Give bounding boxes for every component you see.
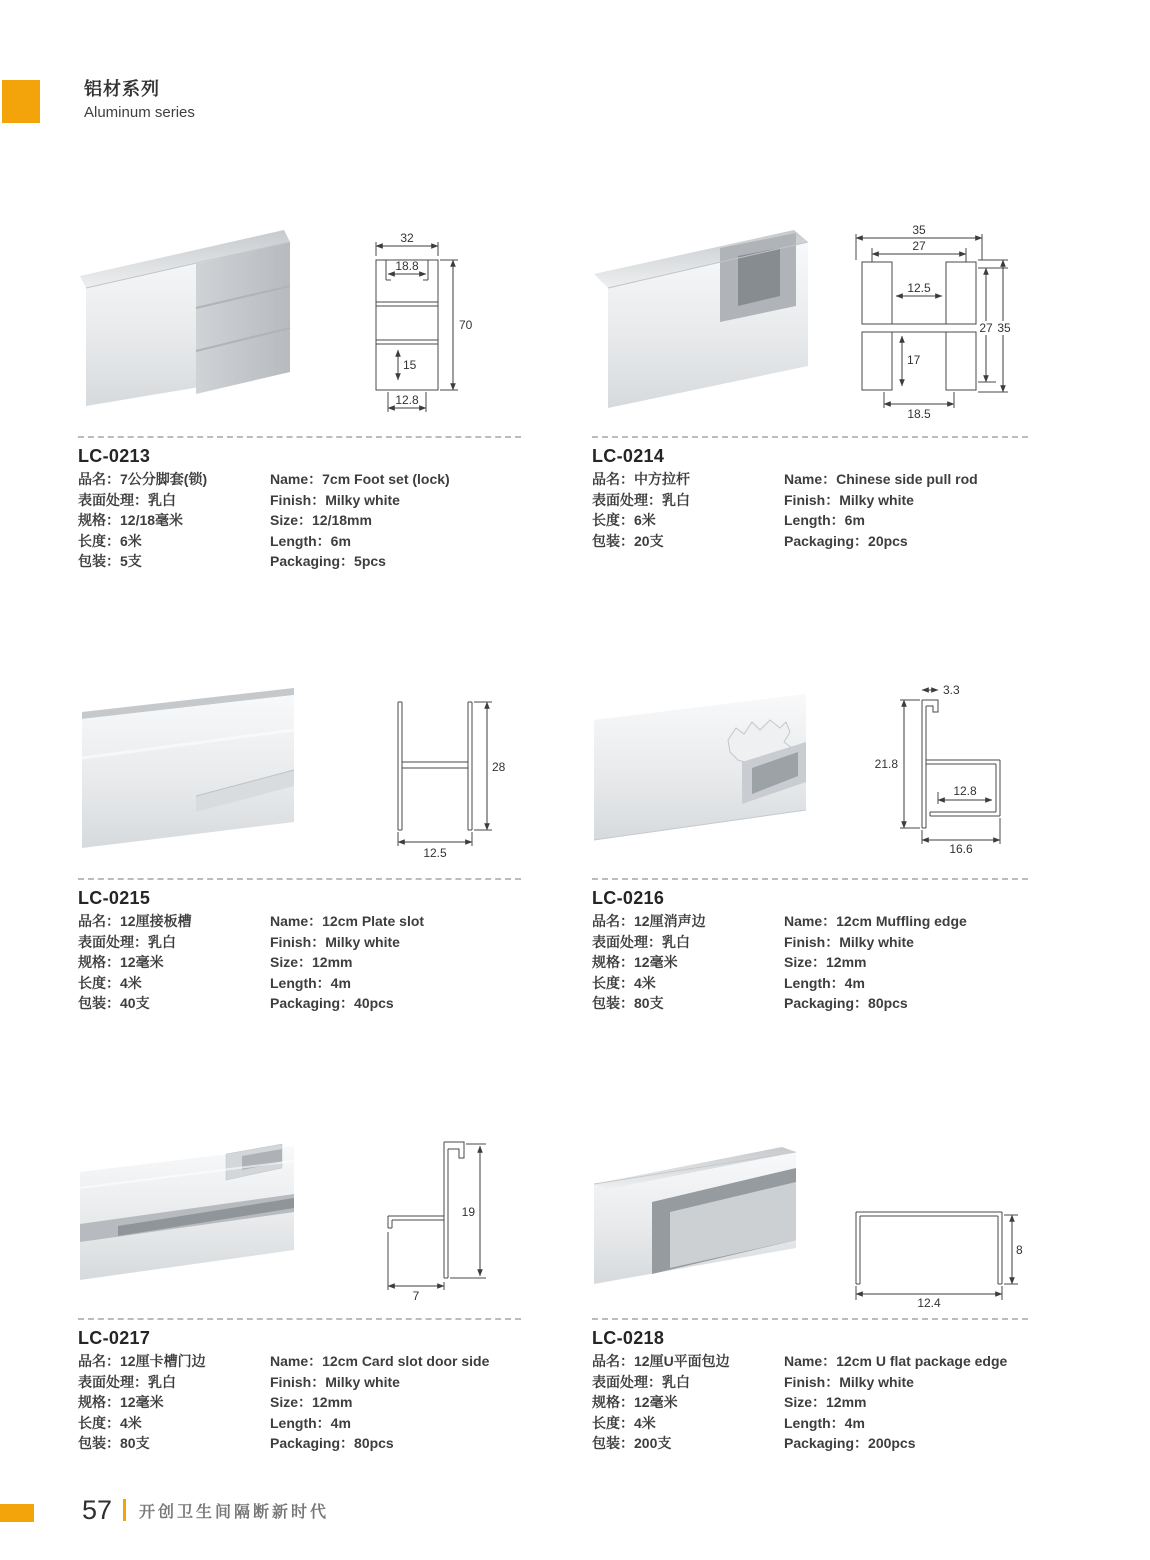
product-media (78, 210, 521, 436)
spec-en: Packaging：80pcs (784, 995, 908, 1011)
product-photo (78, 1128, 314, 1290)
dimension-label: 12.8 (953, 784, 977, 798)
spec-table (78, 469, 521, 572)
spec-row (78, 1351, 521, 1372)
product-photo (78, 678, 314, 850)
spec-row (78, 1392, 521, 1413)
dimension-label: 35 (912, 223, 926, 237)
spec-zh: 包装：20支 (592, 532, 664, 549)
product-card (592, 210, 1028, 551)
spec-table (78, 911, 521, 1014)
spec-en: Finish：Milky white (270, 491, 400, 508)
aluminum-rail-photo (594, 1147, 796, 1284)
spec-row (592, 911, 1028, 932)
spec-zh: 包装：80支 (592, 995, 664, 1011)
spec-row (78, 1372, 521, 1393)
technical-drawing (378, 690, 508, 865)
footer-page-number: 57 (82, 1494, 113, 1525)
product-photo (592, 218, 824, 410)
technical-drawing (848, 222, 1013, 425)
technical-drawing (362, 228, 487, 423)
spec-zh: 表面处理：乳白 (78, 491, 176, 508)
product-photo (592, 1128, 830, 1286)
spec-zh: 长度：4米 (592, 974, 656, 991)
spec-en: Name：12cm Card slot door side (270, 1353, 490, 1369)
dimension-label: 35 (997, 321, 1011, 335)
spec-table (592, 1351, 1028, 1454)
spec-en: Size：12mm (270, 1394, 353, 1410)
spec-zh: 表面处理：乳白 (592, 933, 690, 950)
spec-row (592, 1433, 1028, 1454)
spec-row (592, 993, 1028, 1014)
aluminum-rail-photo (594, 694, 806, 840)
dimension-label: 12.5 (907, 281, 931, 295)
spec-row (592, 1351, 1028, 1372)
spec-table (592, 469, 1028, 551)
spec-zh: 包装：200支 (592, 1435, 672, 1451)
spec-en: Name：Chinese side pull rod (784, 471, 978, 487)
spec-zh: 包装：40支 (78, 995, 150, 1011)
spec-zh: 规格：12毫米 (592, 954, 678, 970)
spec-row (78, 932, 521, 953)
dimension-label: 16.6 (949, 842, 973, 854)
footer-divider (123, 1499, 126, 1521)
spec-en: Length：4m (270, 974, 351, 991)
dimension-label: 7 (412, 1289, 420, 1302)
aluminum-rail-photo (80, 1144, 294, 1280)
dimension-lines (856, 1215, 1018, 1300)
separator (78, 878, 521, 880)
dimension-label: 15 (403, 358, 417, 372)
spec-zh: 表面处理：乳白 (592, 1373, 690, 1390)
spec-row (78, 911, 521, 932)
profile-outline (856, 1212, 1002, 1284)
technical-drawing (372, 1128, 502, 1307)
spec-row (592, 531, 1028, 552)
product-media (592, 652, 1028, 878)
spec-zh: 品名：12厘U平面包边 (592, 1353, 730, 1369)
spec-zh: 长度：4米 (78, 974, 142, 991)
spec-zh: 品名：12厘接板槽 (78, 913, 192, 929)
spec-en: Finish：Milky white (270, 1373, 400, 1390)
spec-zh: 规格：12/18毫米 (78, 512, 184, 528)
page-footer (82, 1494, 329, 1526)
page-header (84, 76, 195, 123)
product-code: LC-0213 (78, 446, 151, 466)
spec-row (592, 1413, 1028, 1434)
dimension-label: 12.5 (423, 846, 447, 860)
separator (78, 436, 521, 438)
product-code: LC-0214 (592, 446, 665, 466)
profile-outline (922, 700, 1000, 828)
footer-slogan: 开创卫生间隔断新时代 (139, 1503, 330, 1521)
spec-zh: 品名：7公分脚套(锁) (78, 471, 208, 487)
spec-zh: 品名：12厘消声边 (592, 913, 706, 929)
spec-zh: 包装：5支 (78, 553, 142, 569)
spec-en: Size：12mm (784, 954, 867, 970)
product-photo (78, 216, 313, 412)
series-title-en: Aluminum series (84, 104, 195, 121)
spec-en: Packaging：20pcs (784, 532, 908, 549)
dimension-label: 19 (461, 1205, 475, 1219)
spec-en: Finish：Milky white (784, 933, 914, 950)
dimension-label: 21.8 (874, 757, 898, 771)
spec-en: Finish：Milky white (784, 491, 914, 508)
spec-zh: 表面处理：乳白 (78, 1373, 176, 1390)
dimension-label: 3.3 (943, 683, 960, 697)
dimension-label: 18.8 (395, 259, 419, 273)
spec-row (592, 1372, 1028, 1393)
product-card (592, 1092, 1028, 1454)
spec-row (78, 510, 521, 531)
spec-row (78, 531, 521, 552)
dimension-label: 18.5 (907, 407, 931, 420)
dimension-label: 12.4 (917, 1296, 941, 1308)
footer-accent-bar (0, 1504, 34, 1522)
spec-row (78, 1413, 521, 1434)
technical-drawing (864, 682, 1014, 859)
product-code: LC-0217 (78, 1328, 151, 1348)
spec-en: Length：6m (270, 532, 351, 549)
dimension-lines (398, 702, 492, 846)
spec-zh: 规格：12毫米 (78, 1394, 164, 1410)
spec-row (78, 551, 521, 572)
spec-zh: 品名：12厘卡槽门边 (78, 1353, 206, 1369)
spec-en: Name：12cm Plate slot (270, 913, 425, 929)
dimension-label: 8 (1016, 1243, 1023, 1257)
aluminum-rail-photo (594, 230, 808, 408)
spec-zh: 包装：80支 (78, 1435, 150, 1451)
spec-en: Packaging：40pcs (270, 995, 394, 1011)
product-media (78, 1092, 521, 1318)
spec-en: Packaging：200pcs (784, 1435, 916, 1451)
spec-zh: 品名：中方拉杆 (592, 471, 690, 487)
product-media (592, 1092, 1028, 1318)
separator (592, 878, 1028, 880)
spec-en: Length：4m (270, 1414, 351, 1431)
spec-en: Length：6m (784, 512, 865, 528)
spec-row (78, 490, 521, 511)
product-card (78, 652, 521, 1014)
accent-square (2, 80, 40, 123)
separator (592, 436, 1028, 438)
separator (78, 1318, 521, 1320)
spec-zh: 规格：12毫米 (592, 1394, 678, 1410)
aluminum-rail-photo (80, 230, 290, 406)
spec-en: Finish：Milky white (270, 933, 400, 950)
spec-row (592, 469, 1028, 490)
spec-en: Packaging：5pcs (270, 553, 386, 569)
spec-en: Name：7cm Foot set (lock) (270, 471, 450, 487)
spec-row (78, 993, 521, 1014)
spec-row (78, 469, 521, 490)
dimension-label: 27 (912, 239, 926, 253)
profile-outline (398, 702, 472, 830)
separator (592, 1318, 1028, 1320)
spec-row (78, 1433, 521, 1454)
spec-en: Packaging：80pcs (270, 1435, 394, 1451)
product-code: LC-0215 (78, 888, 151, 908)
product-card (78, 210, 521, 572)
spec-en: Length：4m (784, 974, 865, 991)
spec-zh: 长度：4米 (592, 1414, 656, 1431)
product-photo (592, 678, 824, 850)
spec-zh: 长度：6米 (592, 512, 656, 528)
product-card (78, 1092, 521, 1454)
product-card (592, 652, 1028, 1014)
profile-outline (388, 1142, 464, 1278)
aluminum-rail-photo (82, 688, 294, 848)
spec-table (78, 1351, 521, 1454)
spec-row (78, 973, 521, 994)
spec-row (592, 973, 1028, 994)
dimension-label: 70 (459, 318, 473, 332)
spec-en: Finish：Milky white (784, 1373, 914, 1390)
spec-en: Size：12mm (270, 954, 353, 970)
spec-row (592, 932, 1028, 953)
spec-row (592, 952, 1028, 973)
spec-zh: 表面处理：乳白 (78, 933, 176, 950)
dimension-lines (900, 690, 1000, 844)
dimension-label: 27 (979, 321, 993, 335)
spec-en: Size：12/18mm (270, 512, 372, 528)
spec-zh: 表面处理：乳白 (592, 491, 690, 508)
spec-row (592, 1392, 1028, 1413)
product-media (592, 210, 1028, 436)
dimension-label: 32 (400, 231, 414, 245)
spec-row (592, 490, 1028, 511)
series-title-zh: 铝材系列 (84, 79, 160, 99)
dimension-label: 12.8 (395, 393, 419, 407)
spec-row (592, 510, 1028, 531)
spec-en: Name：12cm Muffling edge (784, 913, 967, 929)
spec-table (592, 911, 1028, 1014)
spec-row (78, 952, 521, 973)
product-media (78, 652, 521, 878)
spec-zh: 长度：4米 (78, 1414, 142, 1431)
spec-en: Size：12mm (784, 1394, 867, 1410)
technical-drawing (844, 1190, 1024, 1313)
product-code: LC-0218 (592, 1328, 665, 1348)
spec-zh: 长度：6米 (78, 532, 142, 549)
spec-en: Name：12cm U flat package edge (784, 1353, 1008, 1369)
product-code: LC-0216 (592, 888, 665, 908)
spec-en: Length：4m (784, 1414, 865, 1431)
spec-zh: 规格：12毫米 (78, 954, 164, 970)
dimension-label: 28 (492, 760, 506, 774)
dimension-label: 17 (907, 353, 921, 367)
